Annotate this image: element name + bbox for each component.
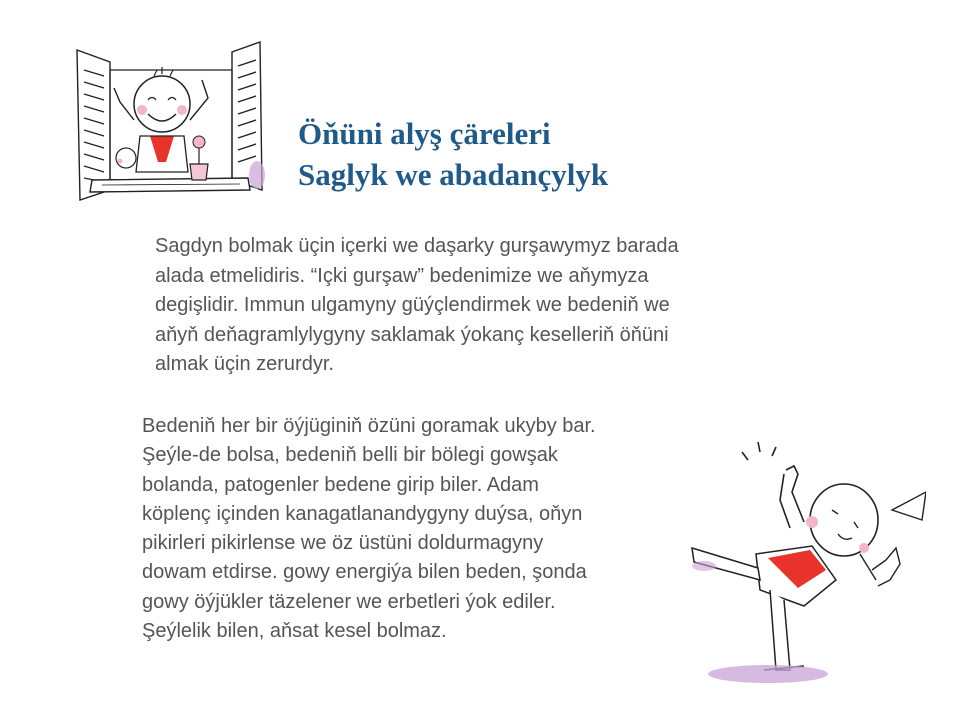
paragraph-1-line: aňyň deňagramlylygyny saklamak ýokanç keselleriň öňüni [155,323,669,346]
paragraph-2-line: pikirleri pikirlense we öz üstüni doldurmagyny [142,532,544,555]
title-line-2: Saglyk we abadançylyk [298,157,609,192]
child-at-window-illustration [62,40,277,205]
paragraph-1-line: almak üçin zerurdyr. [155,353,334,375]
paragraph-1 [155,232,795,380]
dancing-character-illustration [686,430,926,690]
page-title [298,113,898,195]
paragraph-2-line: Bedeniň her bir öýjüginiň özüni goramak ukyby bar. [142,415,596,437]
paragraph-2-line: Şeýle-de bolsa, bedeniň belli bir bölegi gowşak [142,444,558,467]
paragraph-2-line: köplenç içinden kanagatlanandygyny duýsa, oňyn [142,502,583,525]
title-line-1: Öňüni alyş çäreleri [298,116,551,151]
paragraph-2-line: gowy öýjükler täzelener we erbetleri ýok ediler. [142,590,556,613]
paragraph-1-line: alada etmelidiris. “Içki gurşaw” bedenimize we aňymyza [155,264,649,287]
paragraph-2 [142,412,702,646]
paragraph-1-line: Sagdyn bolmak üçin içerki we daşarky gurşawymyz barada [155,235,679,257]
paragraph-1-line: degişlidir. Immun ulgamyny güýçlendirmek we bedeniň we [155,294,670,316]
paragraph-2-line: Şeýlelik bilen, aňsat kesel bolmaz. [142,620,447,643]
left-shutter-icon [77,50,110,200]
paragraph-2-line: bolanda, patogenler bedene girip biler. Adam [142,473,539,496]
paragraph-2-line: dowam etdirse. gowy energiýa bilen beden, şonda [142,561,587,584]
